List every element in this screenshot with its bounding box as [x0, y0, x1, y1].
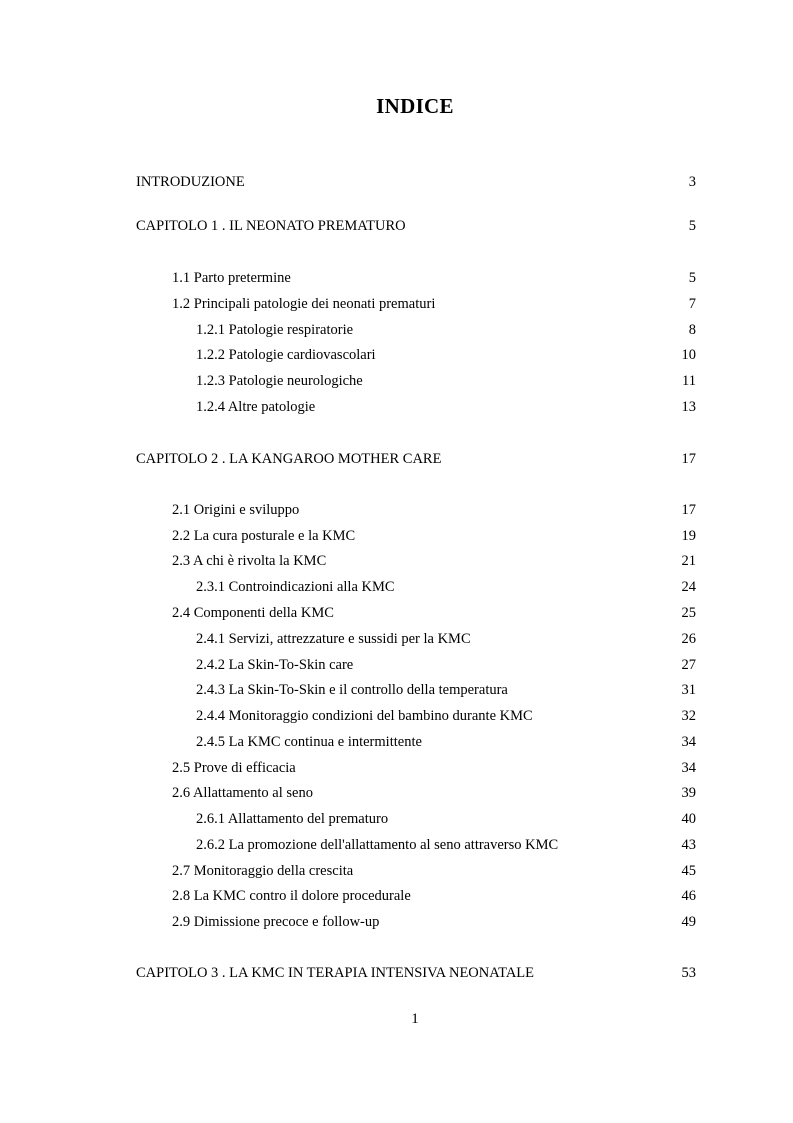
toc-entry[interactable]	[0, 371, 793, 391]
toc-entry-label: 2.6 Allattamento al seno	[172, 785, 313, 801]
toc-entry-label: 1.2.1 Patologie respiratorie	[196, 322, 354, 338]
toc-entry-page: 11	[682, 373, 696, 389]
toc-entry-label: 2.4.2 La Skin-To-Skin care	[196, 657, 354, 673]
toc-entry-page: 21	[681, 553, 696, 569]
toc-entry-page: 17	[681, 502, 696, 518]
toc-entry-page: 13	[681, 399, 696, 415]
toc-entry-label: 1.1 Parto pretermine	[172, 270, 291, 286]
toc-entry-label: 2.4 Componenti della KMC	[172, 605, 334, 621]
toc-entry-label: 2.7 Monitoraggio della crescita	[172, 863, 354, 879]
toc-entry-page: 53	[681, 965, 696, 981]
toc-entry-page: 40	[681, 811, 696, 827]
toc-entry-page: 32	[681, 708, 696, 724]
toc-entry-label: 2.4.4 Monitoraggio condizioni del bambino durante KMC	[196, 708, 533, 724]
toc-entry-page: 5	[688, 270, 696, 286]
toc-entry-label: 1.2 Principali patologie dei neonati prematuri	[172, 296, 436, 312]
toc-entry-page: 27	[681, 657, 696, 673]
toc-entry-page: 8	[688, 322, 696, 338]
toc-entry[interactable]	[0, 294, 793, 314]
toc-entry[interactable]	[0, 886, 793, 906]
toc-entry[interactable]	[0, 397, 793, 417]
toc-entry[interactable]	[0, 963, 793, 983]
toc-entry[interactable]	[0, 732, 793, 752]
toc-entry-page: 7	[688, 296, 696, 312]
toc-entry-label: 2.9 Dimissione precoce e follow-up	[172, 914, 380, 930]
toc-entry[interactable]	[0, 551, 793, 571]
toc-entry[interactable]	[0, 603, 793, 623]
toc-entry-label: 1.2.4 Altre patologie	[196, 399, 316, 415]
toc-entry-page: 10	[681, 347, 696, 363]
toc-entry[interactable]	[0, 809, 793, 829]
toc-entry-label: 2.6.1 Allattamento del prematuro	[196, 811, 389, 827]
toc-entry[interactable]	[0, 861, 793, 881]
toc-entry-label: 2.8 La KMC contro il dolore procedurale	[172, 888, 411, 904]
toc-entry[interactable]	[0, 629, 793, 649]
toc-entry-page: 19	[681, 528, 696, 544]
toc-entry[interactable]	[0, 449, 793, 469]
toc-entry-page: 17	[681, 451, 696, 467]
toc-entry-label: 2.5 Prove di efficacia	[172, 760, 296, 776]
toc-entry-page: 31	[681, 682, 696, 698]
toc-entry-label: 2.3 A chi è rivolta la KMC	[172, 553, 327, 569]
toc-entry-page: 39	[681, 785, 696, 801]
toc-entry-page: 26	[681, 631, 696, 647]
toc-entry-label: CAPITOLO 3 . LA KMC IN TERAPIA INTENSIVA NEONATALE	[136, 965, 534, 981]
toc-entry-page: 49	[681, 914, 696, 930]
toc-entry-label: 1.2.3 Patologie neurologiche	[196, 373, 363, 389]
toc-entry-page: 34	[681, 734, 696, 750]
toc-entry-page: 25	[681, 605, 696, 621]
toc-entry[interactable]	[0, 912, 793, 932]
toc-entry-page: 43	[681, 837, 696, 853]
toc-entry-label: CAPITOLO 1 . IL NEONATO PREMATURO	[136, 218, 406, 234]
toc-entry[interactable]	[0, 835, 793, 855]
toc-entry-label: 2.6.2 La promozione dell'allattamento al seno attraverso KMC	[196, 837, 559, 853]
toc-entry-page: 46	[681, 888, 696, 904]
page-number: 1	[411, 1011, 419, 1027]
toc-entry-label: 2.4.3 La Skin-To-Skin e il controllo della temperatura	[196, 682, 508, 698]
toc-entry-page: 3	[688, 174, 696, 190]
toc-entry-label: 2.4.1 Servizi, attrezzature e sussidi per la KMC	[196, 631, 471, 647]
toc-entry[interactable]	[0, 172, 793, 192]
toc-entry[interactable]	[0, 526, 793, 546]
toc-entry-page: 5	[688, 218, 696, 234]
toc-entry[interactable]	[0, 783, 793, 803]
toc-entry[interactable]	[0, 577, 793, 597]
toc-entry-page: 45	[681, 863, 696, 879]
toc-entry[interactable]	[0, 500, 793, 520]
toc-entry-label: 2.1 Origini e sviluppo	[172, 502, 300, 518]
toc-entry-label: 1.2.2 Patologie cardiovascolari	[196, 347, 376, 363]
toc-entry-label: INTRODUZIONE	[136, 174, 245, 190]
toc-entry-label: 2.3.1 Controindicazioni alla KMC	[196, 579, 395, 595]
toc-entry[interactable]	[0, 655, 793, 675]
toc-entry[interactable]	[0, 345, 793, 365]
toc-entry[interactable]	[0, 268, 793, 288]
toc-entry[interactable]	[0, 680, 793, 700]
toc-entry-page: 24	[681, 579, 696, 595]
toc-entry[interactable]	[0, 706, 793, 726]
toc-entry-label: CAPITOLO 2 . LA KANGAROO MOTHER CARE	[136, 451, 442, 467]
toc-entry-label: 2.2 La cura posturale e la KMC	[172, 528, 356, 544]
toc-entry[interactable]	[0, 758, 793, 778]
toc-entry[interactable]	[0, 216, 793, 236]
toc-entry[interactable]	[0, 320, 793, 340]
toc-entry-page: 34	[681, 760, 696, 776]
page-title: INDICE	[376, 94, 454, 118]
toc-entry-label: 2.4.5 La KMC continua e intermittente	[196, 734, 422, 750]
